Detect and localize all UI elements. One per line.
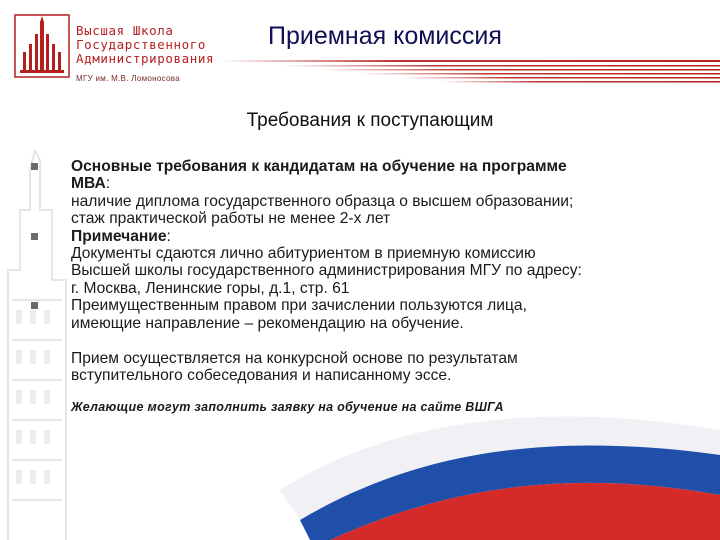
colon: : <box>105 175 111 193</box>
section-subtitle: Требования к поступающим <box>246 110 494 131</box>
address: г. Москва, Ленинские горы, д.1, стр. 61 <box>71 279 350 297</box>
logo-line-1: Высшая Школа <box>76 23 174 38</box>
logo-line-2: Государственного <box>76 37 207 52</box>
requirement-diploma: наличие диплома государственного образца о высшем образовании; <box>71 192 574 210</box>
tricolor-ribbon-icon <box>240 400 720 540</box>
requirements-list <box>28 158 668 416</box>
note-label: Примечание <box>71 227 167 245</box>
list-item <box>28 158 668 245</box>
requirements-heading: Основные требования к кандидатам на обучение на программе <box>71 158 567 175</box>
program-name: МВА <box>71 175 106 193</box>
admission-note <box>28 350 668 385</box>
admission-line-2: вступительного собеседования и написанному эссе. <box>71 367 452 385</box>
page-title: Приемная комиссия <box>268 22 502 50</box>
application-text: Желающие могут заполнить заявку на обучение на сайте ВШГА <box>71 399 504 414</box>
logo-subtitle: МГУ им. М.В. Ломоносова <box>76 74 180 83</box>
requirement-experience: стаж практической работы не менее 2-х лет <box>71 210 391 228</box>
documents-line-2: Высшей школы государственного администрирования МГУ по адресу: <box>71 262 582 280</box>
logo-line-3: Администрирования <box>76 51 215 66</box>
header-stripes <box>220 60 720 84</box>
documents-line-1: Документы сдаются лично абитуриентом в приемную комиссию <box>71 245 536 263</box>
admission-line-1: Прием осуществляется на конкурсной основе по результатам <box>71 350 518 368</box>
list-item <box>28 245 668 297</box>
priority-line-1: Преимущественным правом при зачислении пользуются лица, <box>71 297 527 315</box>
school-logo <box>14 14 214 94</box>
priority-line-2: имеющие направление – рекомендацию на обучение. <box>71 314 464 332</box>
bullet-icon <box>31 302 38 309</box>
note-colon: : <box>166 227 171 245</box>
logo-text <box>76 24 214 66</box>
bullet-icon <box>31 163 38 170</box>
university-building-icon <box>14 14 70 78</box>
bullet-icon <box>31 233 38 240</box>
list-item <box>28 297 668 332</box>
